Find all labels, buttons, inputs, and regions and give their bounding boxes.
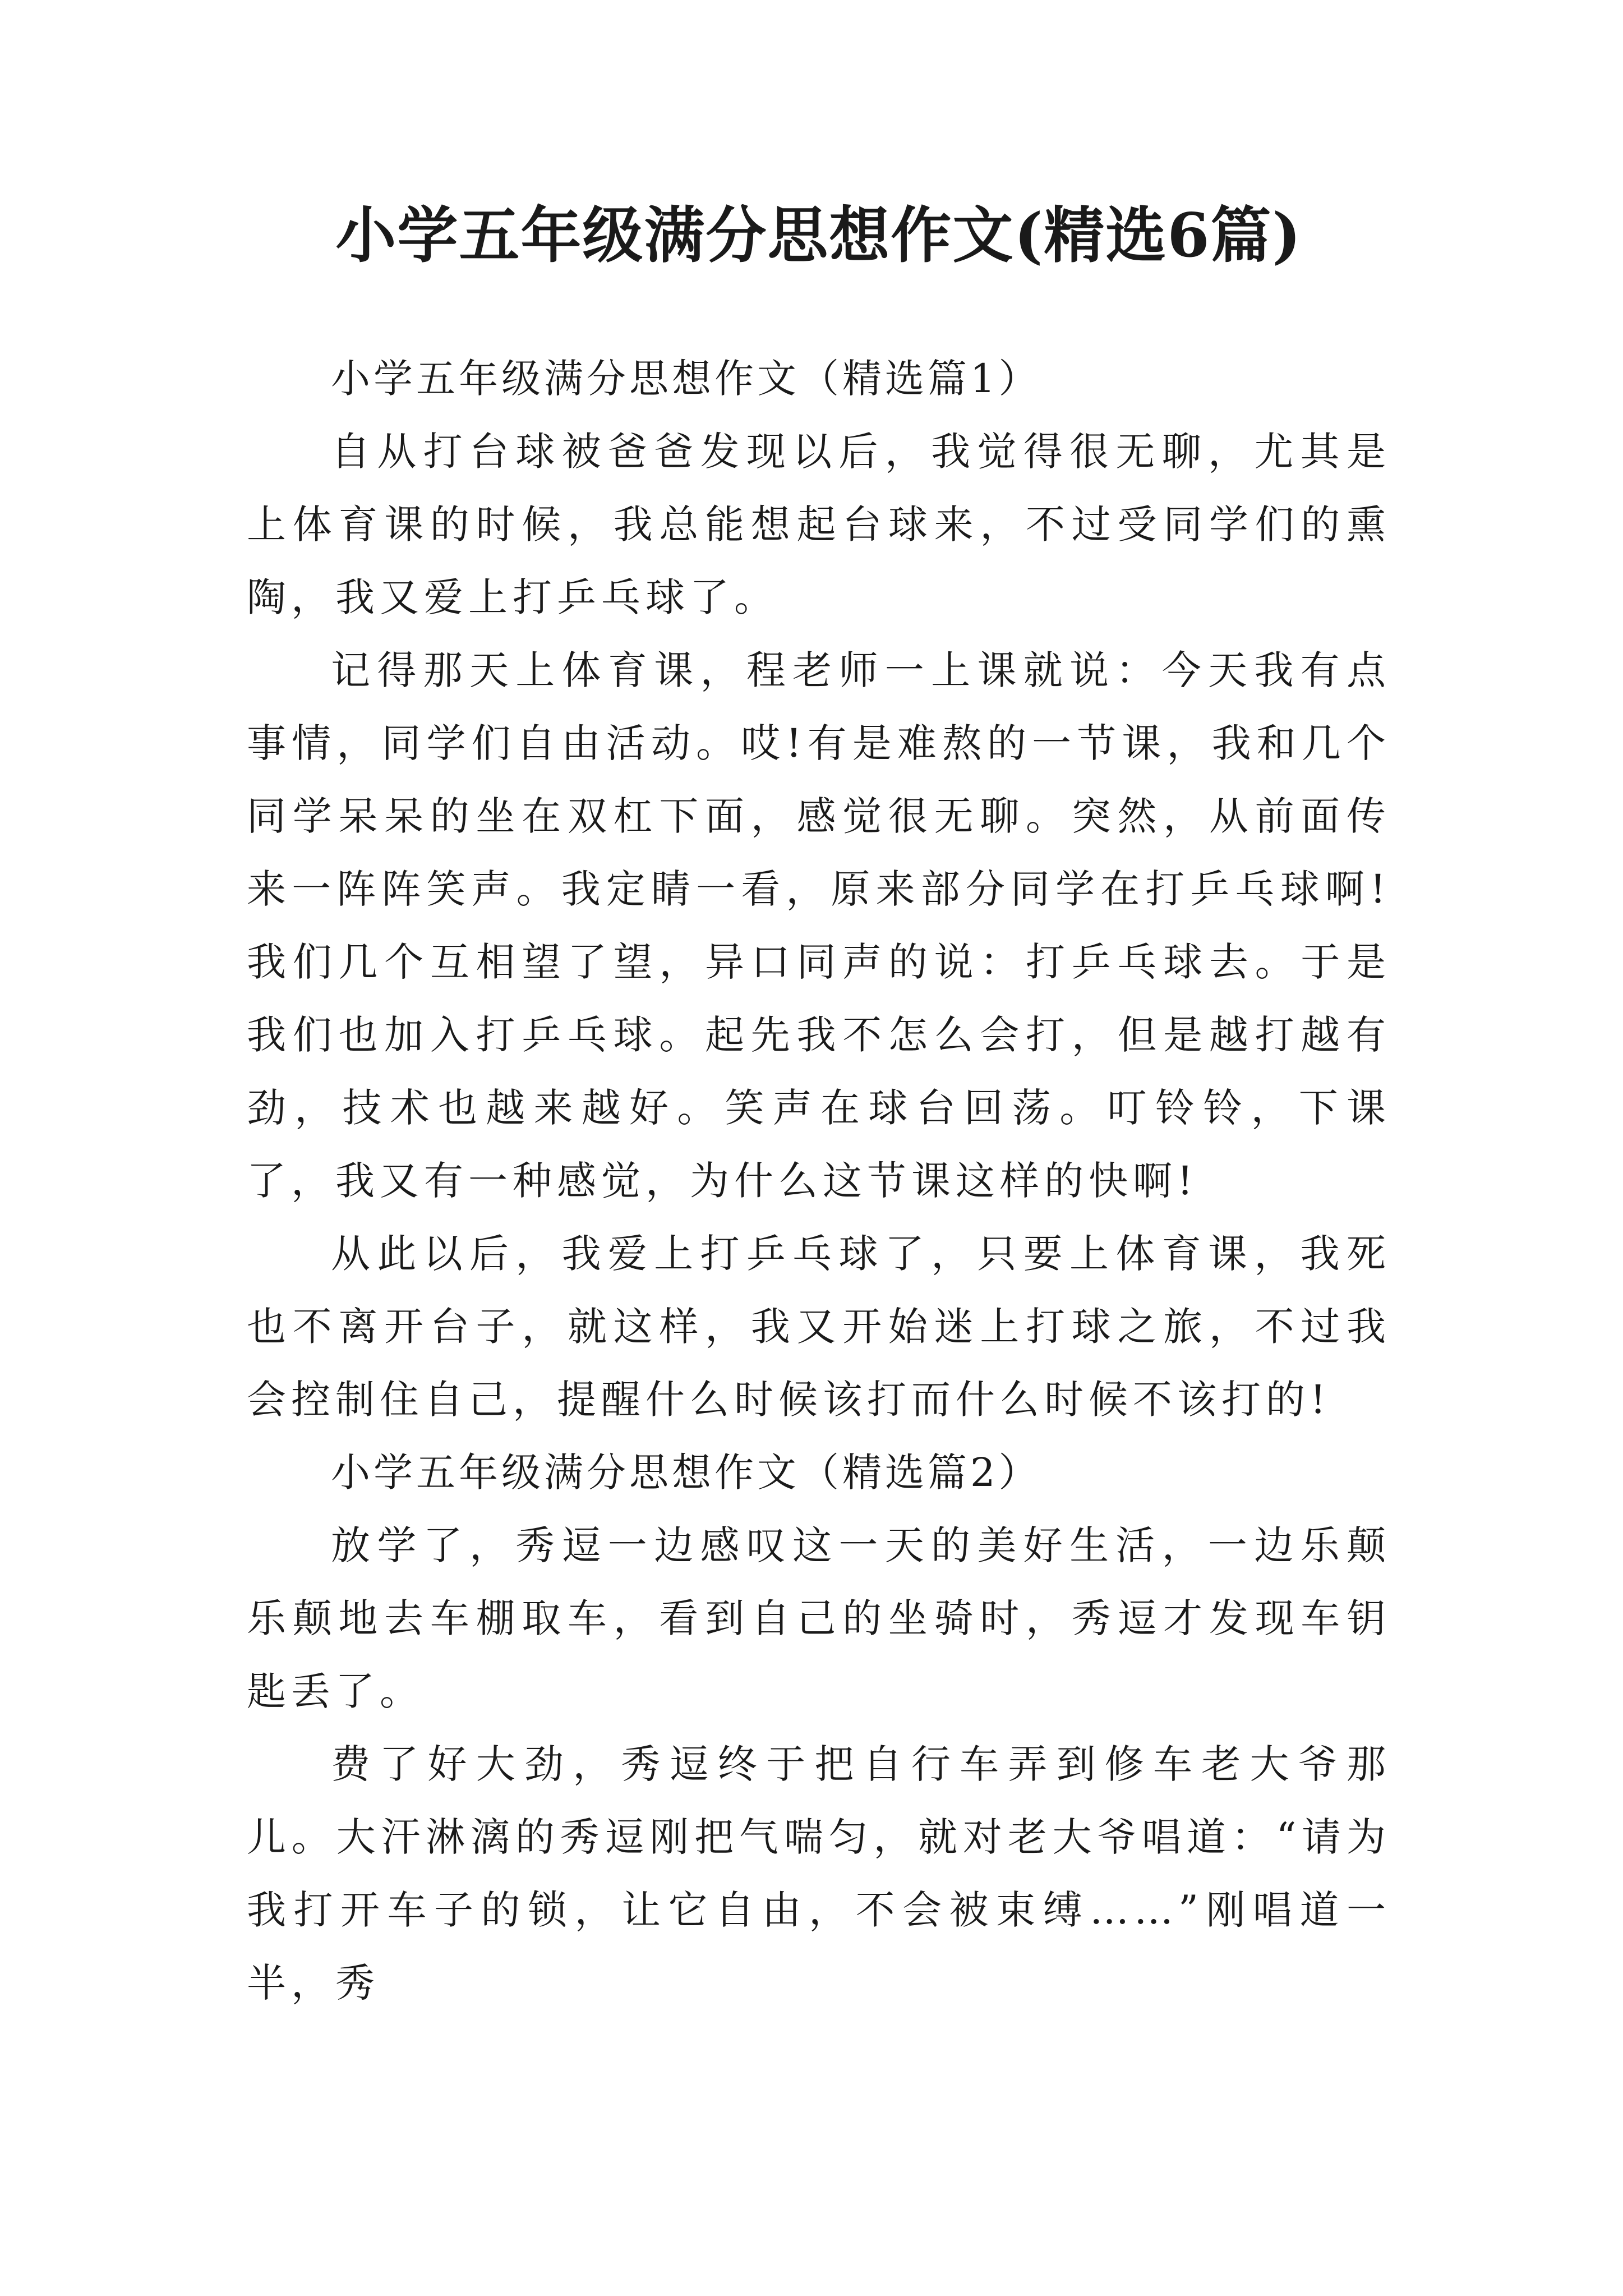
paragraph: 自从打台球被爸爸发现以后，我觉得很无聊，尤其是上体育课的时候，我总能想起台球来，不过受同学们的熏陶，我又爱上打乒乓球了。 [247,429,1391,620]
section-heading-2: 小学五年级满分思想作文（精选篇2） [331,1450,1041,1496]
document-body [247,342,1391,2019]
document-title: 小学五年级满分思想作文(精选6篇) [335,200,1302,271]
paragraph: 费了好大劲，秀逗终于把自行车弄到修车老大爷那儿。大汗淋漓的秀逗刚把气喘匀，就对老大爷唱道：“请为我打开车子的锁，让它自由，不会被束缚……”刚唱道一半，秀 [247,1741,1391,2006]
document-page [247,0,1391,2296]
section-heading-1: 小学五年级满分思想作文（精选篇1） [331,356,1041,402]
paragraph: 放学了，秀逗一边感叹这一天的美好生活，一边乐颠乐颠地去车棚取车，看到自己的坐骑时，秀逗才发现车钥匙丢了。 [247,1522,1391,1714]
paragraph: 从此以后，我爱上打乒乓球了，只要上体育课，我死也不离开台子，就这样，我又开始迷上打球之旅，不过我会控制住自己，提醒什么时候该打而什么时候不该打的! [247,1231,1391,1423]
paragraph: 记得那天上体育课，程老师一上课就说：今天我有点事情，同学们自由活动。哎!有是难熬的一节课，我和几个同学呆呆的坐在双杠下面，感觉很无聊。突然，从前面传来一阵阵笑声。我定睛一看，原来部分同学在打乒乓球啊!我们几个互相望了望，异口同声的说：打乒乓球去。于是我们也加入打乒乓球。起先我不怎么会打，但是越打越有劲，技术也越来越好。笑声在球台回荡。叮铃铃，下课了，我又有一种感觉，为什么这节课这样的快啊! [247,647,1391,1204]
